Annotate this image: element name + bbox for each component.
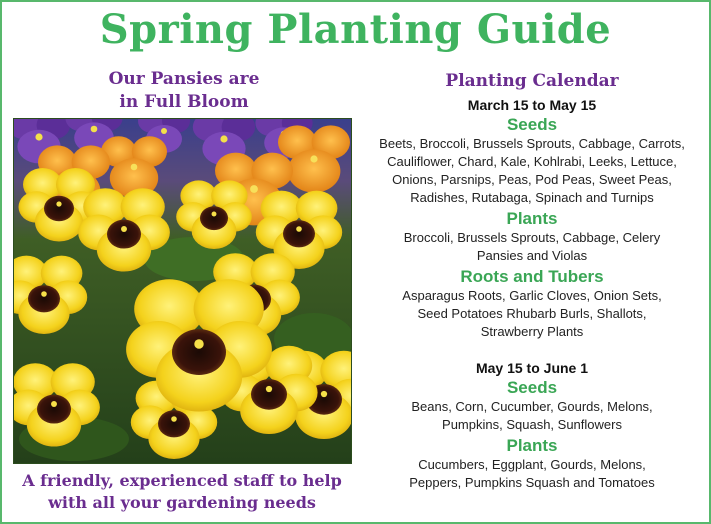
roots-list: [358, 287, 706, 341]
list-line: Beets, Broccoli, Brussels Sprouts, Cabbage, Carrots,: [379, 136, 685, 151]
seed-list: [358, 398, 706, 434]
plant-list: [358, 229, 706, 265]
list-line: Strawberry Plants: [480, 324, 584, 339]
promo-headline-line: in Full Bloom: [119, 92, 249, 112]
calendar-title: Planting Calendar: [445, 71, 619, 91]
promo-tagline-line: with all your gardening needs: [48, 493, 316, 512]
page-title: Spring Planting Guide: [99, 6, 612, 53]
planting-calendar: [358, 70, 706, 493]
category-heading-roots: Roots and Tubers: [460, 267, 604, 286]
promo-headline: [54, 68, 314, 114]
list-line: Asparagus Roots, Garlic Cloves, Onion Sets,: [402, 288, 662, 303]
list-line: Beans, Corn, Cucumber, Gourds, Melons,: [411, 399, 653, 414]
promo-headline-line: Our Pansies are: [108, 69, 260, 89]
list-line: Cucumbers, Eggplant, Gourds, Melons,: [418, 457, 646, 472]
list-line: Onions, Parsnips, Peas, Pod Peas, Sweet Peas,: [392, 172, 672, 187]
pansies-photo: [13, 118, 352, 464]
list-line: Cauliflower, Chard, Kale, Kohlrabi, Leeks, Lettuce,: [387, 154, 677, 169]
category-heading-seeds: Seeds: [506, 115, 558, 134]
date-range: May 15 to June 1: [475, 360, 589, 376]
promo-tagline-line: A friendly, experienced staff to help: [22, 471, 342, 490]
plant-list: [358, 456, 706, 492]
promo-tagline: [6, 470, 358, 514]
list-line: Pansies and Violas: [476, 248, 588, 263]
seed-list: [358, 135, 706, 207]
list-line: Seed Potatoes Rhubarb Burls, Shallots,: [417, 306, 647, 321]
list-line: Peppers, Pumpkins Squash and Tomatoes: [409, 475, 655, 490]
list-line: Radishes, Rutabaga, Spinach and Turnips: [410, 190, 654, 205]
category-heading-plants: Plants: [506, 209, 558, 228]
category-heading-plants: Plants: [506, 436, 558, 455]
list-line: Pumpkins, Squash, Sunflowers: [442, 417, 622, 432]
list-line: Broccoli, Brussels Sprouts, Cabbage, Celery: [403, 230, 661, 245]
category-heading-seeds: Seeds: [506, 378, 558, 397]
date-range: March 15 to May 15: [467, 97, 597, 113]
